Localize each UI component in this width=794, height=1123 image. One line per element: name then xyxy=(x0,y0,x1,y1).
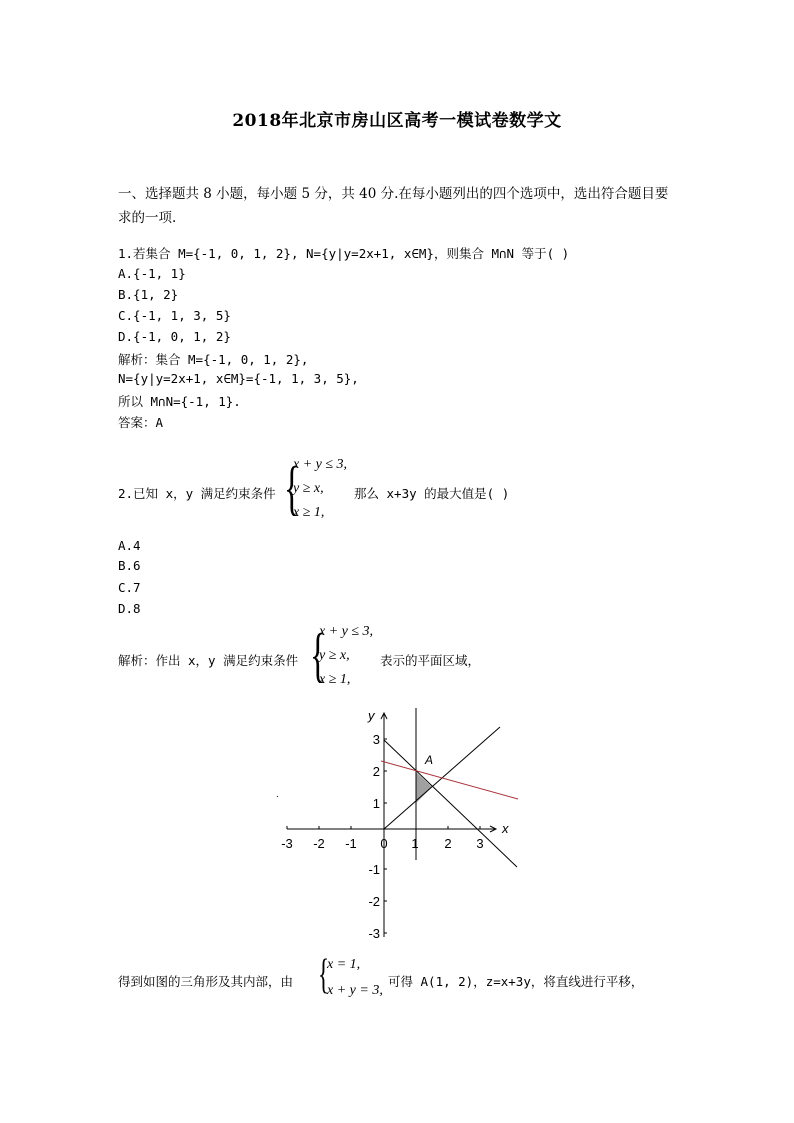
y-tick-label: -3 xyxy=(368,926,380,941)
stray-mark: . xyxy=(276,789,279,800)
q2-system-line3: x ≥ 1, xyxy=(293,505,325,520)
section-header-line1: 一、选择题共 8 小题，每小题 5 分，共 40 分.在每小题列出的四个选项中，选出符合题目要 xyxy=(118,186,669,202)
y-tick-label: 3 xyxy=(372,732,380,747)
q2-conclusion-system-line2: x + y = 3, xyxy=(327,983,383,998)
q2-analysis-system-line1: x + y ≤ 3, xyxy=(319,624,374,639)
x-tick-label: 0 xyxy=(380,836,388,851)
q1-analysis-line2: N={y|y=2x+1, x∈M}={-1, 1, 3, 5}, xyxy=(118,371,359,386)
y-axis-label: y xyxy=(368,708,375,723)
q2-analysis-system-line2: y ≥ x, xyxy=(319,648,350,663)
q2-option-b: B.6 xyxy=(118,558,141,573)
x-tick-label: 1 xyxy=(411,836,419,851)
q2-conclusion-brace: { xyxy=(318,952,330,998)
q2-stem-after: 那么 x+3y 的最大值是( ) xyxy=(354,486,510,501)
q2-conclusion-before: 得到如图的三角形及其内部，由 xyxy=(118,974,294,989)
y-tick-label: -2 xyxy=(368,894,380,909)
q1-analysis-line1: 解析：集合 M={-1, 0, 1, 2}, xyxy=(118,352,309,367)
objective-line xyxy=(381,761,518,799)
q1-answer: 答案：A xyxy=(118,415,164,430)
x-tick-label: 3 xyxy=(476,836,484,851)
q2-conclusion-after: 可得 A(1, 2)，z=x+3y，将直线进行平移， xyxy=(388,974,644,989)
q2-analysis-after: 表示的平面区域， xyxy=(380,653,481,668)
q1-option-b: B.{1, 2} xyxy=(118,287,179,302)
x-tick-label: 2 xyxy=(444,836,452,851)
q2-analysis-brace: { xyxy=(310,622,326,688)
q2-system-line2: y ≥ x, xyxy=(293,481,324,496)
page-title: 2018年北京市房山区高考一模试卷数学文 xyxy=(232,111,562,131)
y-tick-labels xyxy=(368,732,380,941)
x-tick-label: -3 xyxy=(281,836,293,851)
q1-analysis-line3: 所以 M∩N={-1, 1}. xyxy=(118,394,241,409)
x-tick-label: -2 xyxy=(313,836,325,851)
q2-conclusion-system-line1: x = 1, xyxy=(327,957,361,972)
y-tick-label: 1 xyxy=(372,796,380,811)
y-tick-label: 2 xyxy=(372,764,380,779)
q1-stem: 1.若集合 M={-1, 0, 1, 2}, N={y|y=2x+1, x∈M}，则集合 M∩N 等于( ) xyxy=(118,246,570,261)
q1-option-d: D.{-1, 0, 1, 2} xyxy=(118,329,231,344)
q1-option-a: A.{-1, 1} xyxy=(118,266,186,281)
q2-option-c: C.7 xyxy=(118,580,141,595)
q2-stem-before: 2.已知 x，y 满足约束条件 xyxy=(118,486,276,501)
q2-analysis-system-line3: x ≥ 1, xyxy=(319,672,351,687)
q2-brace: { xyxy=(284,455,300,521)
q2-system-line1: x + y ≤ 3, xyxy=(293,457,348,472)
q2-option-a: A.4 xyxy=(118,538,141,553)
point-a-label: A xyxy=(425,753,434,767)
q1-option-c: C.{-1, 1, 3, 5} xyxy=(118,308,231,323)
y-tick-label: -1 xyxy=(368,862,380,877)
q2-analysis-before: 解析：作出 x，y 满足约束条件 xyxy=(118,653,299,668)
x-axis-label: x xyxy=(502,821,509,836)
x-tick-label: -1 xyxy=(345,836,357,851)
section-header-line2: 求的一项. xyxy=(118,210,177,226)
coordinate-figure xyxy=(270,700,530,945)
q2-option-d: D.8 xyxy=(118,601,141,616)
x-tick-labels xyxy=(281,836,483,851)
